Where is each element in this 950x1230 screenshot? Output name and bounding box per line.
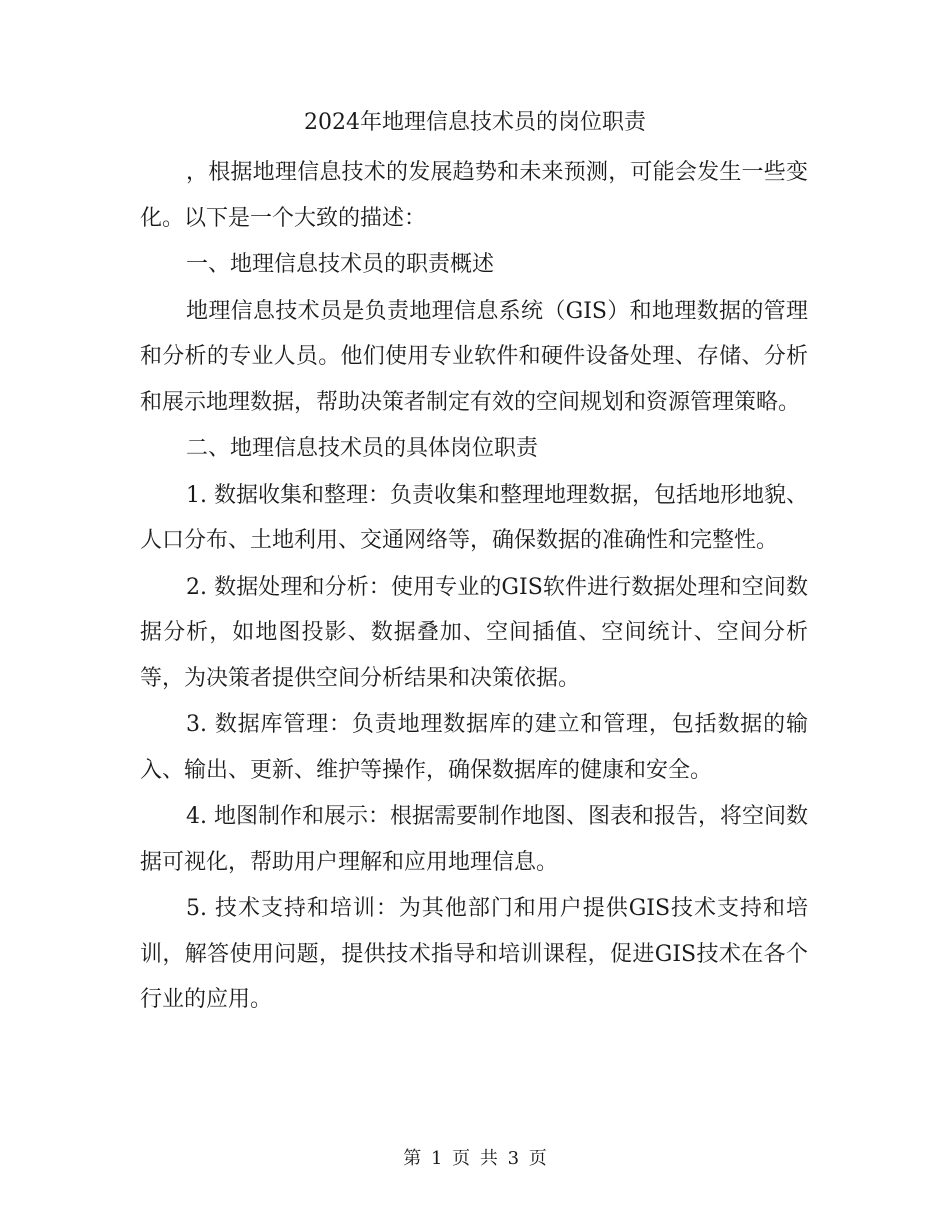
paragraph-intro: ，根据地理信息技术的发展趋势和未来预测，可能会发生一些变化。以下是一个大致的描述： xyxy=(140,160,808,231)
page-number-footer: 第 1 页 共 3 页 xyxy=(403,1148,547,1169)
document-title: 2024年地理信息技术员的岗位职责 xyxy=(304,110,646,135)
duty-item-5: 5. 技术支持和培训：为其他部门和用户提供GIS技术支持和培训，解答使用问题，提供技术指导和培训课程，促进GIS技术在各个行业的应用。 xyxy=(140,896,808,1012)
section-heading-overview: 一、地理信息技术员的职责概述 xyxy=(186,252,495,277)
section-heading-duties: 二、地理信息技术员的具体岗位职责 xyxy=(186,436,539,461)
duty-item-1: 1. 数据收集和整理：负责收集和整理地理数据，包括地形地貌、人口分布、土地利用、交通网络等，确保数据的准确性和完整性。 xyxy=(140,482,808,553)
duty-item-2: 2. 数据处理和分析：使用专业的GIS软件进行数据处理和空间数据分析，如地图投影、数据叠加、空间插值、空间统计、空间分析等，为决策者提供空间分析结果和决策依据。 xyxy=(140,574,808,691)
paragraph-overview: 地理信息技术员是负责地理信息系统（GIS）和地理数据的管理和分析的专业人员。他们使用专业软件和硬件设备处理、存储、分析和展示地理数据，帮助决策者制定有效的空间规划和资源管理策略。 xyxy=(140,298,808,415)
duty-item-4: 4. 地图制作和展示：根据需要制作地图、图表和报告，将空间数据可视化，帮助用户理解和应用地理信息。 xyxy=(140,804,808,875)
document-body xyxy=(140,150,808,1024)
duty-item-3: 3. 数据库管理：负责地理数据库的建立和管理，包括数据的输入、输出、更新、维护等操作，确保数据库的健康和安全。 xyxy=(140,712,808,783)
